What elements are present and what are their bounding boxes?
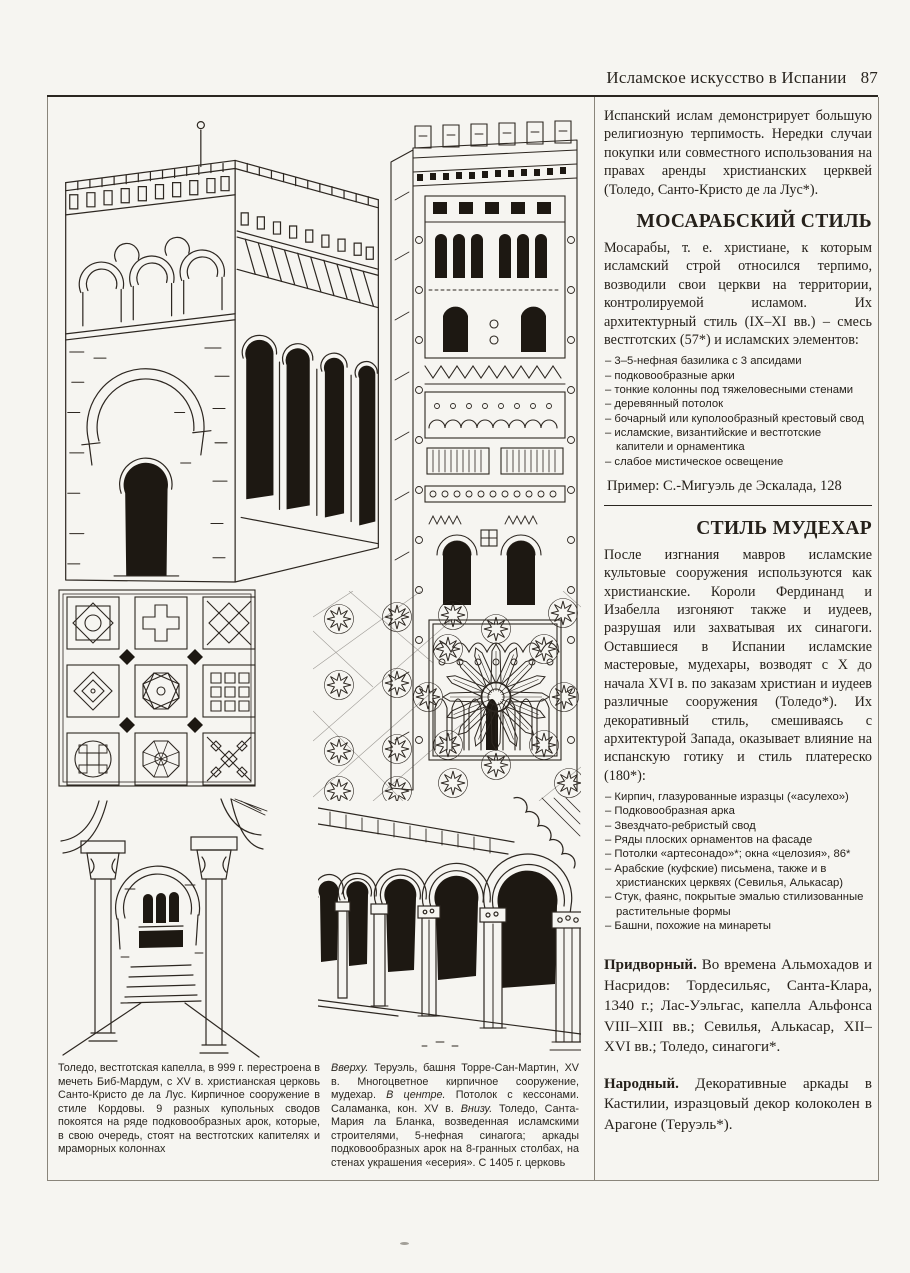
santa-maria-la-blanca-drawing xyxy=(318,794,581,1060)
column-divider xyxy=(594,97,595,1180)
mosarab-heading: МОСАРАБСКИЙ СТИЛЬ xyxy=(636,211,872,233)
list-item: – Башни, похожие на минареты xyxy=(605,919,872,933)
list-item: – Ряды плоских орнаментов на фасаде xyxy=(605,833,872,847)
caption-middle xyxy=(331,1062,579,1170)
page-number: 87 xyxy=(860,68,878,87)
caption-label-center: В центре. xyxy=(386,1089,446,1101)
list-item: – подковообразные арки xyxy=(605,369,872,383)
ceiling-coffer-grid-drawing xyxy=(57,587,257,789)
caption-left: Толедо, вестготская капелла, в 999 г. перестроена в мечеть Биб-Мардум, с XV в. христианская церковь Санто-Кристо де ла Лус. Кирпичное сооружение в стиле Кордовы. 9 разных купольных сводов покоятся на ряде подковообразных арок, которые, в свою очередь, стоят на вестготских капителях и мраморных колоннах xyxy=(58,1062,320,1155)
list-item: – Подковообразная арка xyxy=(605,804,872,818)
toledo-chapel-interior-drawing xyxy=(55,797,268,1059)
folk-text: Декоративные аркады в Кастилии, изразцовый декор колоколен в Арагоне (Теруэль*). xyxy=(604,1075,872,1133)
folk-lead: Народный. xyxy=(604,1075,679,1092)
running-head xyxy=(47,68,878,88)
folk-paragraph xyxy=(604,1074,872,1136)
section-divider xyxy=(604,505,872,506)
court-lead: Придворный. xyxy=(604,957,697,974)
running-head-title: Исламское искусство в Испании xyxy=(606,68,847,87)
scan-artifact xyxy=(400,1242,409,1245)
list-item: – слабое мистическое освещение xyxy=(605,455,872,469)
example-line: Пример: С.-Мигуэль де Эскалада, 128 xyxy=(607,477,842,494)
intro-paragraph: Испанский ислам демонстрирует большую религиозную терпимость. Нередки случаи покупки или совместного использования на правах аренды христианских церквей (Толедо, Санто-Кристо де ла Лус*). xyxy=(604,108,872,198)
list-item: – исламские, византийские и вестготские капители и орнаментика xyxy=(605,426,872,455)
caption-label-top: Вверху. xyxy=(331,1062,369,1074)
list-item: – Потолки «артесонадо»*; окна «целозия», 86* xyxy=(605,847,872,861)
mudejar-bullet-list xyxy=(605,790,872,933)
list-item: – Кирпич, глазурованные изразцы («асулехо») xyxy=(605,790,872,804)
caption-label-bottom: Внизу. xyxy=(460,1102,493,1115)
court-paragraph xyxy=(604,955,872,1058)
list-item: – Арабские (куфские) письмена, также и в христианских церквях (Севилья, Алькасар) xyxy=(605,862,872,891)
mudejar-heading: СТИЛЬ МУДЕХАР xyxy=(696,517,872,539)
list-item: – тонкие колонны под тяжеловесными стенами xyxy=(605,383,872,397)
list-item: – деревянный потолок xyxy=(605,397,872,411)
mosarab-bullet-list xyxy=(605,354,872,468)
list-item: – бочарный или куполообразный крестовый свод xyxy=(605,412,872,426)
list-item: – 3–5-нефная базилика с 3 апсидами xyxy=(605,354,872,368)
caption-text-center: Потолок с кессонами. Саламанка, кон. XV в. xyxy=(331,1089,580,1115)
list-item: – Звездчато-ребристый свод xyxy=(605,819,872,833)
mudejar-paragraph: После изгнания мавров исламские культовые сооружения используются как христианские. Короли Фердинанд и Изабелла изгоняют также и иудеев, разрушая или захватывая их синагоги. Оставшиеся в Испании исламские мастеровые, мудехары, возводят с X до начала XVI в. по заказам христиан и иудеев различные сооружения (Толедо*). Их декоративный стиль, смешиваясь с архитектурой Запада, оказывает влияние на испанскую готику и стиль платереско (180*): xyxy=(604,546,872,784)
text-column xyxy=(604,107,872,1177)
toledo-tower-drawing xyxy=(53,110,387,584)
mosarab-paragraph: Мосарабы, т. е. христиане, к которым исламский строй относился терпимо, возводили свои церкви на территории, контролируемой исламом. Их архитектурный стиль (IX–XI вв.) – смесь вестготских (57*) и исламских элементов: xyxy=(604,240,872,349)
caption-text-top: Теруэль, башня Торре-Сан-Мартин, XV в. Многоцветное кирпичное сооружение, мудехар. xyxy=(331,1062,580,1101)
caption-text-bottom: Толедо, Санта-Мария ла Бланка, возведенная исламскими строителями, 5-нефная синагога; аркады подковообразных арок на 8-гранных столбах, на стенах украшения «есерия». С 1405 г. церковь xyxy=(331,1102,579,1169)
star-pattern-drawing xyxy=(313,591,581,801)
list-item: – Стук, фаянс, покрытые эмалью стилизованные растительные формы xyxy=(605,890,872,919)
court-text: Во времена Альмохадов и Насридов: Тордесильяс, Санта-Клара, 1340 г.; Лас-Уэльгас, капелла Альфонса VIII–XIII вв.; Севилья, Алькасар, XII–XVI вв.; Толедо, синагоги*. xyxy=(604,957,872,1056)
